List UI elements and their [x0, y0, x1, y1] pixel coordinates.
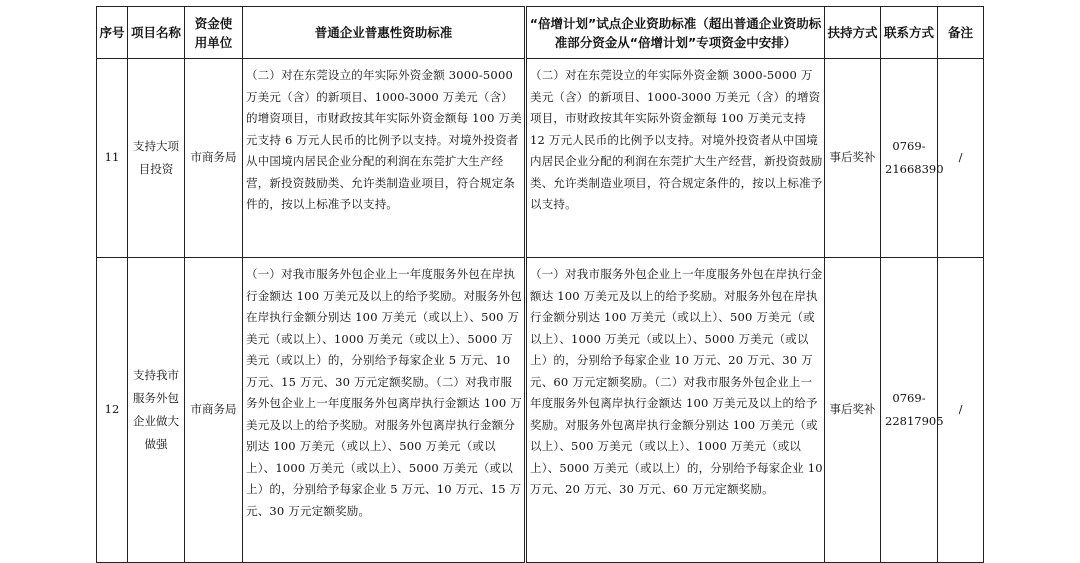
- table-row: [97, 59, 984, 258]
- header-unit: 资金使用单位: [185, 7, 243, 59]
- header-project: 项目名称: [128, 7, 185, 59]
- row-contact: 0769-22817905: [881, 258, 938, 563]
- row-project: 支持大项目投资: [128, 59, 185, 258]
- row-project: 支持我市服务外包企业做大做强: [128, 258, 185, 563]
- row-unit: 市商务局: [185, 258, 243, 563]
- header-row: [97, 7, 984, 59]
- row-no: 11: [97, 59, 128, 258]
- header-remark: 备注: [938, 7, 984, 59]
- header-contact: 联系方式: [881, 7, 938, 59]
- table-row: [97, 258, 984, 563]
- row-standard: （一）对我市服务外包企业上一年度服务外包在岸执行金额达 100 万美元及以上的给予奖励。对服务外包在岸执行金额分别达 100 万美元（或以上）、500 万美元（或以上）、1000 万美元（或以上）、5000 万美元（或以上）的，分别给予每家企业 5 万元、10 万元、15 万元、30 万元定额奖励。（二）对我市服务外包企业上一年度服务外包离岸执行金额达 100 万美元及以上的给予奖励。对服务外包离岸执行金额分别达 100 万美元（或以上）、500 万美元（或以上）、1000 万美元（或以上）、5000 万美元（或以上）的，分别给予每家企业 5 万元、10 万元、15 万元、30 万元定额奖励。: [243, 258, 526, 563]
- row-pilot: （一）对我市服务外包企业上一年度服务外包在岸执行金额达 100 万美元及以上的给予奖励。对服务外包在岸执行金额分别达 100 万美元（或以上）、500 万美元（或以上）、1000 万美元（或以上）、5000 万美元（或以上）的，分别给予每家企业 10 万元、20 万元、30 万元、60 万元定额奖励。（二）对我市服务外包企业上一年度服务外包离岸执行金额达 100 万美元及以上的给予奖励。对服务外包离岸执行金额分别达 100 万美元（或以上）、500 万美元（或以上）、1000 万美元（或以上）、5000 万美元（或以上）的，分别给予每家企业 10 万元、20 万元、30 万元、60 万元定额奖励。: [526, 258, 825, 563]
- row-remark: /: [938, 59, 984, 258]
- row-no: 12: [97, 258, 128, 563]
- row-standard: （二）对在东莞设立的年实际外资金额 3000-5000 万美元（含）的新项目、1000-3000 万美元（含）的增资项目，市财政按其年实际外资金额每 100 万美元支持 6 万元人民币的比例予以支持。对境外投资者从中国境内居民企业分配的利润在东莞扩大生产经营，新投资鼓励类、允许类制造业项目，符合规定条件的，按以上标准予以支持。: [243, 59, 526, 258]
- header-standard: 普通企业普惠性资助标准: [243, 7, 526, 59]
- row-pilot: （二）对在东莞设立的年实际外资金额 3000-5000 万美元（含）的新项目、1000-3000 万美元（含）的增资项目，市财政按其年实际外资金额每 100 万美元支持 12 万元人民币的比例予以支持。对境外投资者从中国境内居民企业分配的利润在东莞扩大生产经营，新投资鼓励类、允许类制造业项目，符合规定条件的，按以上标准予以支持。: [526, 59, 825, 258]
- row-method: 事后奖补: [825, 258, 881, 563]
- header-method: 扶持方式: [825, 7, 881, 59]
- row-unit: 市商务局: [185, 59, 243, 258]
- header-no: 序号: [97, 7, 128, 59]
- funding-table: [96, 6, 984, 563]
- row-method: 事后奖补: [825, 59, 881, 258]
- header-pilot: “倍增计划”试点企业资助标准（超出普通企业资助标准部分资金从“倍增计划”专项资金中安排）: [526, 7, 825, 59]
- row-contact: 0769-21668390: [881, 59, 938, 258]
- row-remark: /: [938, 258, 984, 563]
